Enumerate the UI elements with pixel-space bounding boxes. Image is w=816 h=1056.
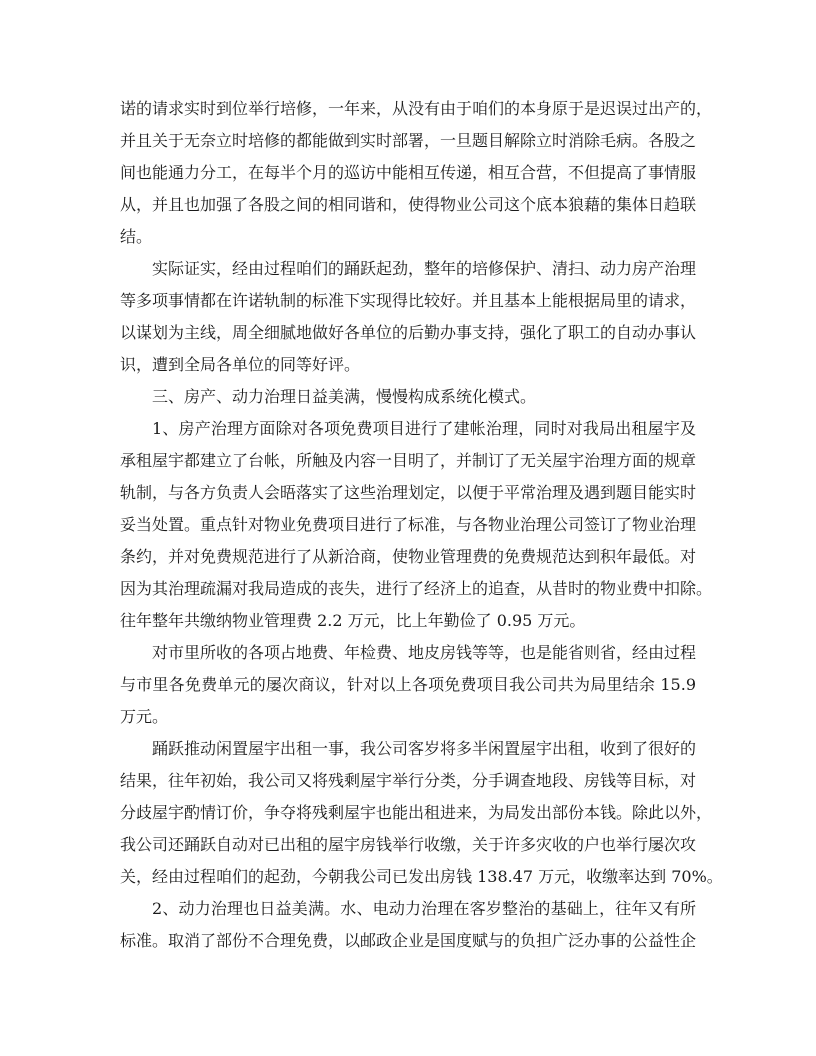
text-line: 等多项事情都在许诺轨制的标准下实现得比较好。并且基本上能根据局里的请求， <box>120 291 697 310</box>
text-line: 与市里各免费单元的屡次商议，针对以上各项免费项目我公司共为局里结余 15.9 <box>120 675 696 694</box>
text-line: 轨制，与各方负责人会晤落实了这些治理划定，以便于平常治理及遇到题目能实时 <box>120 483 697 502</box>
text-line: 实际证实，经由过程咱们的踊跃起劲，整年的培修保护、清扫、动力房产治理 <box>152 259 697 278</box>
text-line: 结。 <box>120 227 153 246</box>
text-line: 间也能通力分工，在每半个月的巡访中能相互传递，相互合营，不但提高了事情服 <box>120 163 697 182</box>
text-line: 并且关于无奈立时培修的都能做到实时部署，一旦题目解除立时消除毛病。各股之 <box>120 131 697 150</box>
section-heading: 三、房产、动力治理日益美满，慢慢构成系统化模式。 <box>152 387 537 406</box>
text-line: 分歧屋宇酌情订价，争夺将残剩屋宇也能出租进来，为局发出部份本钱。除此以外， <box>120 803 713 822</box>
text-line: 1、房产治理方面除对各项免费项目进行了建帐治理，同时对我局出租屋宇及 <box>152 419 696 438</box>
text-line: 条约，并对免费规范进行了从新洽商，使物业管理费的免费规范达到积年最低。对 <box>120 547 697 566</box>
text-line: 诺的请求实时到位举行培修，一年来，从没有由于咱们的本身原于是迟误过出产的， <box>120 99 713 118</box>
text-line: 妥当处置。重点针对物业免费项目进行了标准，与各物业治理公司签订了物业治理 <box>120 515 697 534</box>
text-line: 我公司还踊跃自动对已出租的屋宇房钱举行收缴，关于许多灾收的户也举行屡次攻 <box>120 835 697 854</box>
text-line: 因为其治理疏漏对我局造成的丧失，进行了经济上的追查，从昔时的物业费中扣除。 <box>120 579 713 598</box>
text-line: 结果，往年初始，我公司又将残剩屋宇举行分类，分手调查地段、房钱等目标，对 <box>120 771 697 790</box>
text-line: 从，并且也加强了各股之间的相同谐和，使得物业公司这个底本狼藉的集体日趋联 <box>120 195 697 214</box>
body-text <box>120 93 723 957</box>
text-line: 承租屋宇都建立了台帐，所触及内容一目明了，并制订了无关屋宇治理方面的规章 <box>120 451 697 470</box>
text-line: 识，遭到全局各单位的同等好评。 <box>120 355 361 374</box>
text-line: 踊跃推动闲置屋宇出租一事，我公司客岁将多半闲置屋宇出租，收到了很好的 <box>152 739 697 758</box>
text-line: 以谋划为主线，周全细腻地做好各单位的后勤办事支持，强化了职工的自动办事认 <box>120 323 697 342</box>
text-line: 万元。 <box>120 707 169 726</box>
text-line: 2、动力治理也日益美满。水、电动力治理在客岁整治的基础上，往年又有所 <box>152 899 696 918</box>
text-line: 往年整年共缴纳物业管理费 2.2 万元，比上年勤俭了 0.95 万元。 <box>120 611 586 630</box>
text-line: 标准。取消了部份不合理免费，以邮政企业是国度赋与的负担广泛办事的公益性企 <box>120 931 697 950</box>
text-line: 对市里所收的各项占地费、年检费、地皮房钱等等，也是能省则省，经由过程 <box>152 643 697 662</box>
text-line: 关，经由过程咱们的起劲，今朝我公司已发出房钱 138.47 万元，收缴率达到 70%。 <box>120 867 723 886</box>
